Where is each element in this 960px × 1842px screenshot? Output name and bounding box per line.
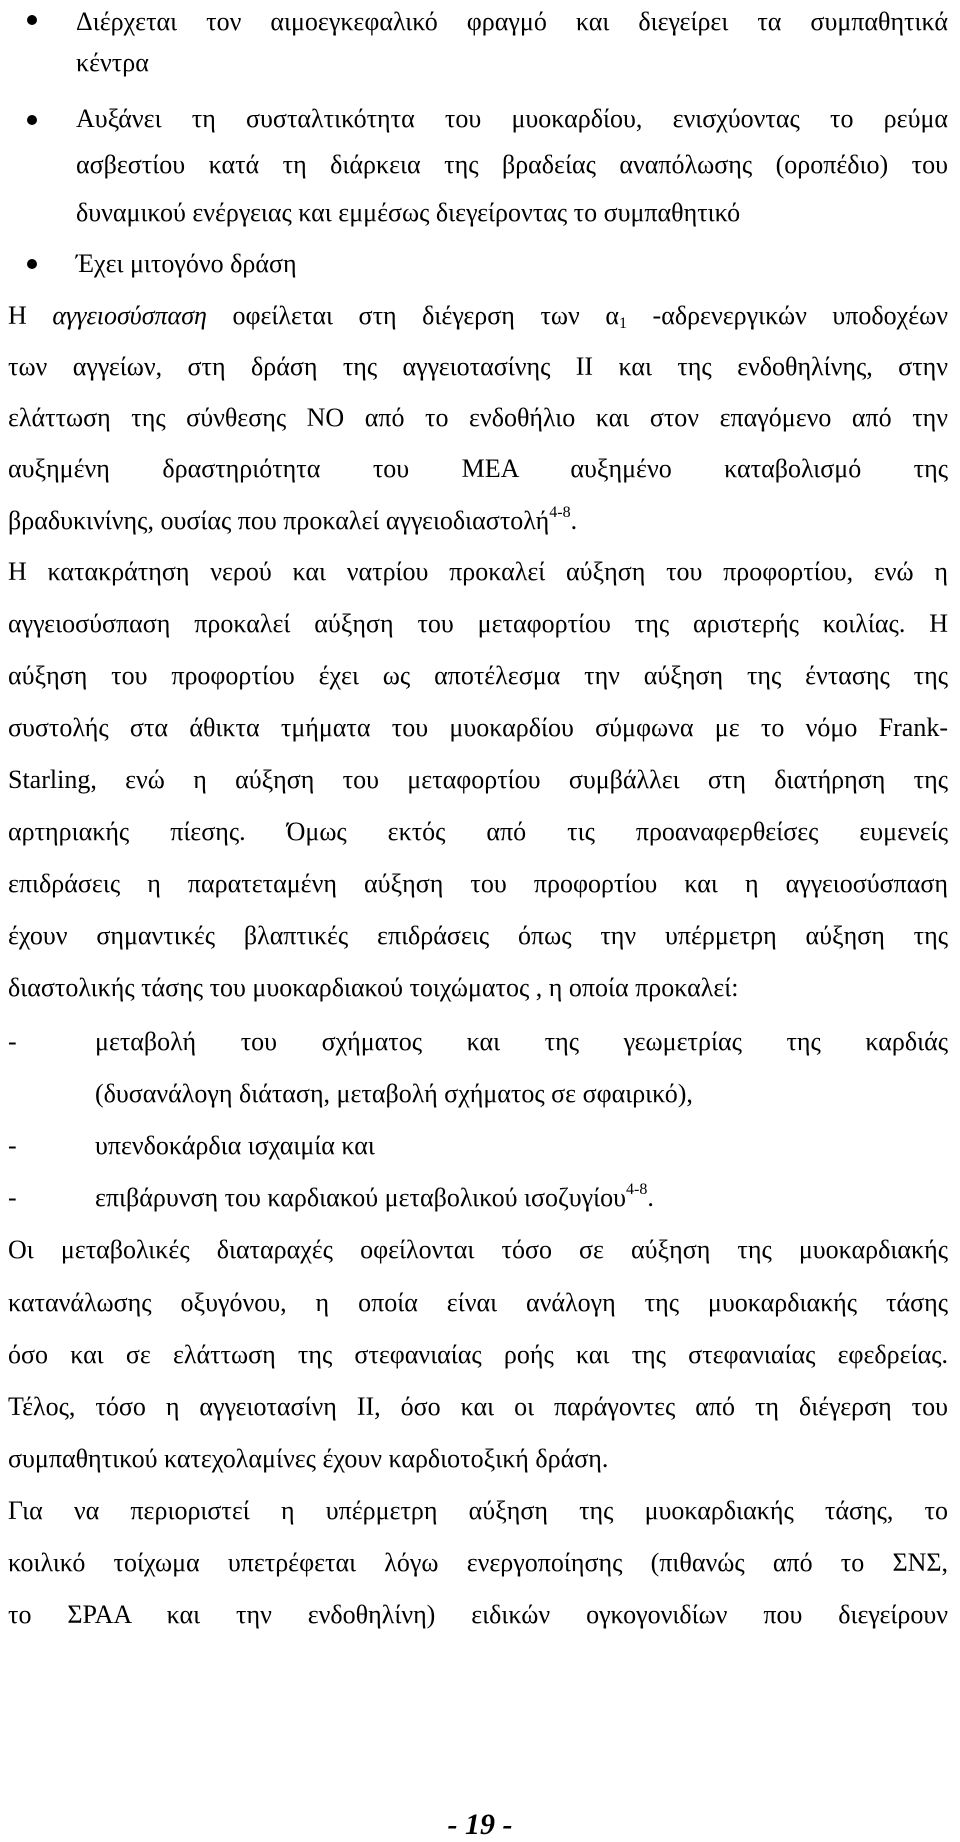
paragraph-4-line-2: κοιλικό τοίχωμα υπετρέφεται λόγω ενεργοποίησης (πιθανώς από το ΣΝΣ, bbox=[8, 1548, 948, 1577]
dash-marker: - bbox=[8, 1131, 17, 1160]
page-number: - 19 - bbox=[447, 1808, 513, 1841]
paragraph-1-line-5 bbox=[8, 506, 577, 536]
italic-term: αγγειοσύσπαση bbox=[52, 301, 207, 330]
paragraph-2-line-9: διαστολικής τάσης του μυοκαρδιακού τοιχώματος , η οποία προκαλεί: bbox=[8, 973, 739, 1002]
dash-marker: - bbox=[8, 1183, 17, 1212]
paragraph-1-line-2: των αγγείων, στη δράση της αγγειοτασίνης ΙΙ και της ενδοθηλίνης, στην bbox=[8, 352, 948, 381]
text-run: Η bbox=[8, 301, 53, 330]
paragraph-2-line-8: έχουν σημαντικές βλαπτικές επιδράσεις όπως την υπέρμετρη αύξηση της bbox=[8, 921, 948, 950]
bullet-1-line-1: Διέρχεται τον αιμοεγκεφαλικό φραγμό και διεγείρει τα συμπαθητικά bbox=[76, 7, 948, 36]
bullet-2-line-1: Αυξάνει τη συσταλτικότητα του μυοκαρδίου, ενισχύοντας το ρεύμα bbox=[76, 104, 948, 133]
text-run: βραδυκινίνης, ουσίας που προκαλεί αγγειοδιαστολή bbox=[8, 506, 550, 535]
bullet-1-line-2: κέντρα bbox=[76, 48, 149, 77]
paragraph-3-line-1: Οι μεταβολικές διαταραχές οφείλονται τόσο σε αύξηση της μυοκαρδιακής bbox=[8, 1235, 948, 1264]
text-run: . bbox=[647, 1183, 654, 1212]
text-run: . bbox=[570, 506, 578, 535]
paragraph-1-line-1 bbox=[8, 301, 948, 339]
bullet-2-line-2: ασβεστίου κατά τη διάρκεια της βραδείας αναπόλωσης (οροπέδιο) του bbox=[76, 150, 948, 179]
subscript: 1 bbox=[618, 315, 627, 332]
paragraph-3-line-2: κατανάλωσης οξυγόνου, η οποία είναι ανάλογη της μυοκαρδιακής τάσης bbox=[8, 1288, 948, 1317]
paragraph-2-line-3: αύξηση του προφορτίου έχει ως αποτέλεσμα την αύξηση της έντασης της bbox=[8, 661, 948, 690]
paragraph-4-line-1: Για να περιοριστεί η υπέρμετρη αύξηση της μυοκαρδιακής τάσης, το bbox=[8, 1496, 948, 1525]
dash-item-2-line-1: υπενδοκάρδια ισχαιμία και bbox=[95, 1131, 375, 1160]
bullet-2-line-3: δυναμικού ενέργειας και εμμέσως διεγείροντας το συμπαθητικό bbox=[76, 198, 741, 227]
dash-item-1-line-2: (δυσανάλογη διάταση, μεταβολή σχήματος σε σφαιρικό), bbox=[95, 1079, 693, 1108]
dash-marker: - bbox=[8, 1027, 17, 1056]
citation-superscript: 4-8 bbox=[626, 1181, 648, 1198]
paragraph-2-line-1: Η κατακράτηση νερού και νατρίου προκαλεί αύξηση του προφορτίου, ενώ η bbox=[8, 557, 948, 586]
text-run: οφείλεται στη διέγερση των α bbox=[206, 301, 619, 330]
paragraph-3-line-4: Τέλος, τόσο η αγγειοτασίνη ΙΙ, όσο και οι παράγοντες από τη διέγερση του bbox=[8, 1392, 948, 1421]
dash-item-3-line-1 bbox=[95, 1183, 654, 1213]
text-run: -αδρενεργικών υποδοχέων bbox=[626, 301, 948, 330]
citation-superscript: 4-8 bbox=[549, 504, 571, 521]
paragraph-2-line-6: αρτηριακής πίεσης. Όμως εκτός από τις προαναφερθείσες ευμενείς bbox=[8, 817, 948, 846]
bullet-3-line-1: Έχει μιτογόνο δράση bbox=[76, 249, 297, 278]
bullet-marker bbox=[27, 115, 37, 125]
dash-item-1-line-1: μεταβολή του σχήματος και της γεωμετρίας της καρδιάς bbox=[95, 1027, 948, 1056]
text-run: επιβάρυνση του καρδιακού μεταβολικού ισοζυγίου bbox=[95, 1183, 627, 1212]
paragraph-3-line-5: συμπαθητικού κατεχολαμίνες έχουν καρδιοτοξική δράση. bbox=[8, 1444, 609, 1473]
paragraph-1-line-3: ελάττωση της σύνθεσης ΝΟ από το ενδοθήλιο και στον επαγόμενο από την bbox=[8, 403, 948, 432]
paragraph-2-line-7: επιδράσεις η παρατεταμένη αύξηση του προφορτίου και η αγγειοσύσπαση bbox=[8, 869, 948, 898]
bullet-marker bbox=[27, 15, 37, 25]
bullet-marker bbox=[27, 259, 37, 269]
paragraph-2-line-2: αγγειοσύσπαση προκαλεί αύξηση του μεταφορτίου της αριστερής κοιλίας. Η bbox=[8, 609, 948, 638]
paragraph-3-line-3: όσο και σε ελάττωση της στεφανιαίας ροής και της στεφανιαίας εφεδρείας. bbox=[8, 1340, 948, 1369]
paragraph-4-line-3: το ΣΡΑΑ και την ενδοθηλίνη) ειδικών ογκογονιδίων που διεγείρουν bbox=[8, 1600, 948, 1629]
paragraph-2-line-4: συστολής στα άθικτα τμήματα του μυοκαρδίου σύμφωνα με το νόμο Frank- bbox=[8, 713, 948, 742]
paragraph-2-line-5: Starling, ενώ η αύξηση του μεταφορτίου συμβάλλει στη διατήρηση της bbox=[8, 765, 948, 794]
paragraph-1-line-4: αυξημένη δραστηριότητα του ΜΕΑ αυξημένο καταβολισμό της bbox=[8, 454, 948, 483]
